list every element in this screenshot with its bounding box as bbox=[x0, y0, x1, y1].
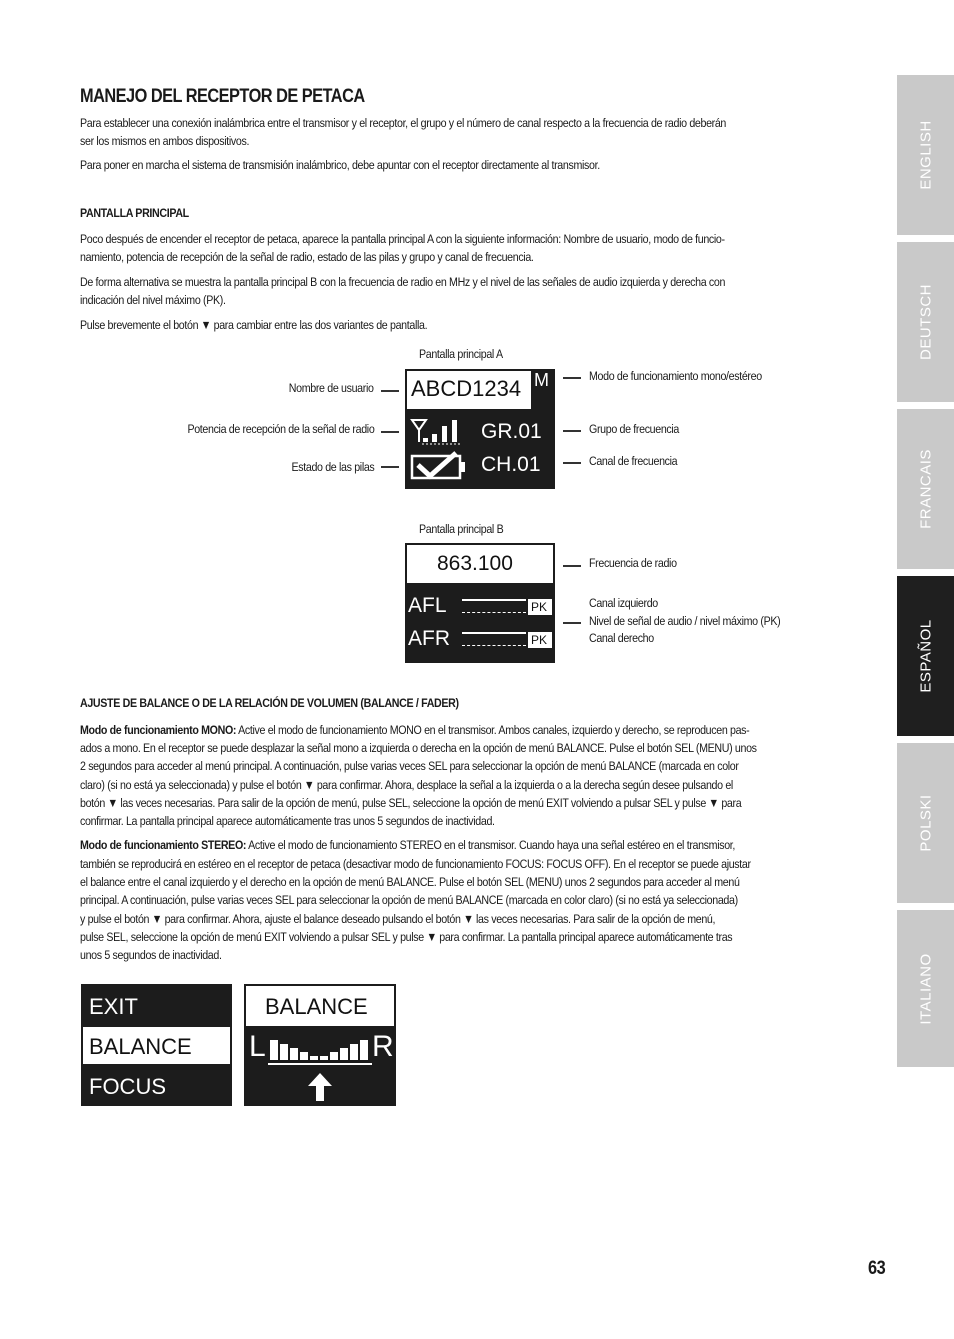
stereo-line-3: el balance entre el canal izquierdo y el derecho en la opción de menú BALANCE. Pulse el botón SEL (MENU) unos 2 segundos para acceder al menú bbox=[80, 875, 740, 889]
display-user-name: ABCD1234 bbox=[411, 376, 522, 401]
balance-meter-icon bbox=[268, 1038, 372, 1068]
mono-line-5: botón ▼ las veces necesarias. Para salir de la opción de menú, pulse SEL, seleccione la opción de menú EXIT volviendo a pulsar SEL y pulse ▼ para bbox=[80, 796, 742, 810]
screen-a-display bbox=[405, 369, 555, 489]
leader-line bbox=[563, 430, 581, 432]
label-frequency-channel: Canal de frecuencia bbox=[589, 454, 678, 468]
left-level-fill bbox=[462, 599, 526, 601]
display-mode: M bbox=[534, 370, 549, 390]
battery-icon bbox=[410, 451, 470, 481]
stereo-line-1 bbox=[80, 836, 875, 854]
tab-english-label: ENGLISH bbox=[917, 120, 934, 190]
mono-line-6: confirmar. La pantalla principal aparece automáticamente tras unos 5 segundos de inactividad. bbox=[80, 814, 495, 828]
label-audio-level: Nivel de señal de audio / nivel máximo (PK) bbox=[589, 614, 781, 628]
main-screen-heading: PANTALLA PRINCIPAL bbox=[80, 206, 189, 220]
leader-line bbox=[563, 377, 581, 379]
tab-italiano[interactable] bbox=[897, 910, 954, 1067]
mono-text-1: Active el modo de funcionamiento MONO en el transmisor. Ambos canales, izquierdo y derecho, se reproducen pas- bbox=[238, 723, 750, 737]
tab-deutsch-label: DEUTSCH bbox=[917, 283, 934, 361]
balance-screen-display bbox=[244, 984, 396, 1106]
stereo-line-5: y pulse el botón ▼ para confirmar. Ahora, ajuste el balance deseado pulsando el botón ▼ las veces necesarias. Para salir de la opción de menú, bbox=[80, 912, 716, 926]
label-mono-stereo-mode: Modo de funcionamiento mono/estéreo bbox=[589, 369, 762, 383]
leader-line bbox=[563, 462, 581, 464]
mono-line-2: ados a mono. En el receptor se puede desplazar la señal mono a izquierda o derecha en la opción de menú BALANCE. Pulse el botón SEL (MENU) unos bbox=[80, 741, 757, 755]
intro-line-2: ser los mismos en ambos dispositivos. bbox=[80, 134, 250, 148]
left-level-meter bbox=[462, 600, 526, 613]
intro-line-1: Para establecer una conexión inalámbrica entre el transmisor y el receptor, el grupo y el número de canal respecto a la frecuencia de radio deberán bbox=[80, 116, 727, 130]
stereo-label: Modo de funcionamiento STEREO: bbox=[80, 838, 247, 852]
display-frequency: 863.100 bbox=[437, 552, 513, 575]
tab-english[interactable] bbox=[897, 75, 954, 235]
tab-italiano-label: ITALIANO bbox=[917, 952, 934, 1025]
right-level-meter bbox=[462, 633, 526, 646]
mono-line-4: claro) (si no está ya seleccionada) y pulse el botón ▼ para confirmar. Ahora, desplace la señal a la izquierda o a la derecha según desee pulsando el bbox=[80, 778, 733, 792]
tab-francais-label: FRANCAIS bbox=[917, 449, 934, 529]
leader-line bbox=[381, 431, 399, 433]
mono-line-3: 2 segundos para acceder al menú principal. A continuación, pulse varias veces SEL para seleccionar la opción de menú BALANCE (marcada en color bbox=[80, 759, 739, 773]
left-pk-label: PK bbox=[531, 600, 548, 614]
balance-title: BALANCE bbox=[265, 994, 368, 1019]
intro-line-3: Para poner en marcha el sistema de transmisión inalámbrico, debe apuntar con el receptor directamente al transmisor. bbox=[80, 158, 600, 172]
main-para2-line1: De forma alternativa se muestra la pantalla principal B con la frecuencia de radio en MHz y el nivel de las señales de audio izquierda y derecha con bbox=[80, 275, 726, 289]
menu-item-exit: EXIT bbox=[89, 994, 138, 1019]
balance-left-label: L bbox=[249, 1030, 266, 1063]
stereo-line-7: unos 5 segundos de inactividad. bbox=[80, 948, 222, 962]
screen-b-caption: Pantalla principal B bbox=[419, 522, 504, 536]
label-frequency-group: Grupo de frecuencia bbox=[589, 422, 680, 436]
display-left-channel: AFL bbox=[408, 594, 447, 617]
balance-heading: AJUSTE DE BALANCE O DE LA RELACIÓN DE VOLUMEN (BALANCE / FADER) bbox=[80, 696, 459, 710]
stereo-line-4: principal. A continuación, pulse varias veces SEL para seleccionar la opción de menú BALANCE (marcada en color claro) (si no está ya seleccionada) bbox=[80, 893, 738, 907]
menu-item-balance: BALANCE bbox=[89, 1034, 192, 1059]
leader-line bbox=[381, 390, 399, 392]
right-pk-label: PK bbox=[531, 633, 548, 647]
signal-strength-icon bbox=[410, 418, 470, 446]
right-level-fill bbox=[462, 632, 526, 634]
display-channel: CH.01 bbox=[481, 453, 541, 476]
tab-espanol-label: ESPAÑOL bbox=[917, 619, 934, 693]
tab-deutsch[interactable] bbox=[897, 242, 954, 402]
label-user-name: Nombre de usuario bbox=[289, 381, 374, 395]
stereo-line-2: también se reproducirá en estéreo en el receptor de petaca (desactivar modo de funcionamiento FOCUS: FOCUS OFF). En el receptor se puede ajustar bbox=[80, 857, 751, 871]
label-left-channel: Canal izquierdo bbox=[589, 596, 658, 610]
tab-francais[interactable] bbox=[897, 409, 954, 569]
screen-b-display bbox=[405, 543, 555, 663]
label-battery-status: Estado de las pilas bbox=[291, 460, 374, 474]
tab-polski-label: POLSKI bbox=[917, 794, 934, 852]
page-heading: MANEJO DEL RECEPTOR DE PETACA bbox=[80, 86, 365, 107]
up-arrow-icon bbox=[308, 1073, 332, 1101]
menu-screen-display bbox=[81, 984, 232, 1106]
screen-a-caption: Pantalla principal A bbox=[419, 347, 503, 361]
page-number: 63 bbox=[868, 1258, 886, 1279]
stereo-line-6: pulse SEL, seleccione la opción de menú EXIT volviendo a pulsar SEL y pulse ▼ para confirmar. La pantalla principal aparece automáticamente tras bbox=[80, 930, 733, 944]
menu-item-focus: FOCUS bbox=[89, 1074, 166, 1099]
tab-espanol[interactable] bbox=[897, 576, 954, 736]
label-signal-strength: Potencia de recepción de la señal de radio bbox=[187, 422, 374, 436]
label-right-channel: Canal derecho bbox=[589, 631, 654, 645]
main-para1-line2: namiento, potencia de recepción de la señal de radio, estado de las pilas y grupo y canal de frecuencia. bbox=[80, 250, 534, 264]
down-arrow-icon: ▼ bbox=[200, 318, 212, 332]
display-right-channel: AFR bbox=[408, 627, 450, 650]
leader-line bbox=[381, 466, 399, 468]
leader-line bbox=[563, 565, 581, 567]
display-group: GR.01 bbox=[481, 420, 542, 443]
mono-label: Modo de funcionamiento MONO: bbox=[80, 723, 237, 737]
divider bbox=[405, 409, 555, 411]
stereo-text-1: Active el modo de funcionamiento STEREO en el transmisor. Cuando haya una señal estéreo en el transmisor, bbox=[248, 838, 736, 852]
leader-line bbox=[563, 622, 581, 624]
tab-polski[interactable] bbox=[897, 743, 954, 903]
main-para3-before: Pulse brevemente el botón bbox=[80, 318, 199, 332]
main-para3 bbox=[80, 316, 875, 334]
main-para1-line1: Poco después de encender el receptor de petaca, aparece la pantalla principal A con la siguiente información: Nombre de usuario, modo de funcio- bbox=[80, 232, 725, 246]
mono-line-1 bbox=[80, 721, 875, 739]
main-para3-after: para cambiar entre las dos variantes de pantalla. bbox=[213, 318, 428, 332]
main-para2-line2: indicación del nivel máximo (PK). bbox=[80, 293, 226, 307]
label-radio-frequency: Frecuencia de radio bbox=[589, 556, 677, 570]
balance-right-label: R bbox=[372, 1030, 394, 1063]
